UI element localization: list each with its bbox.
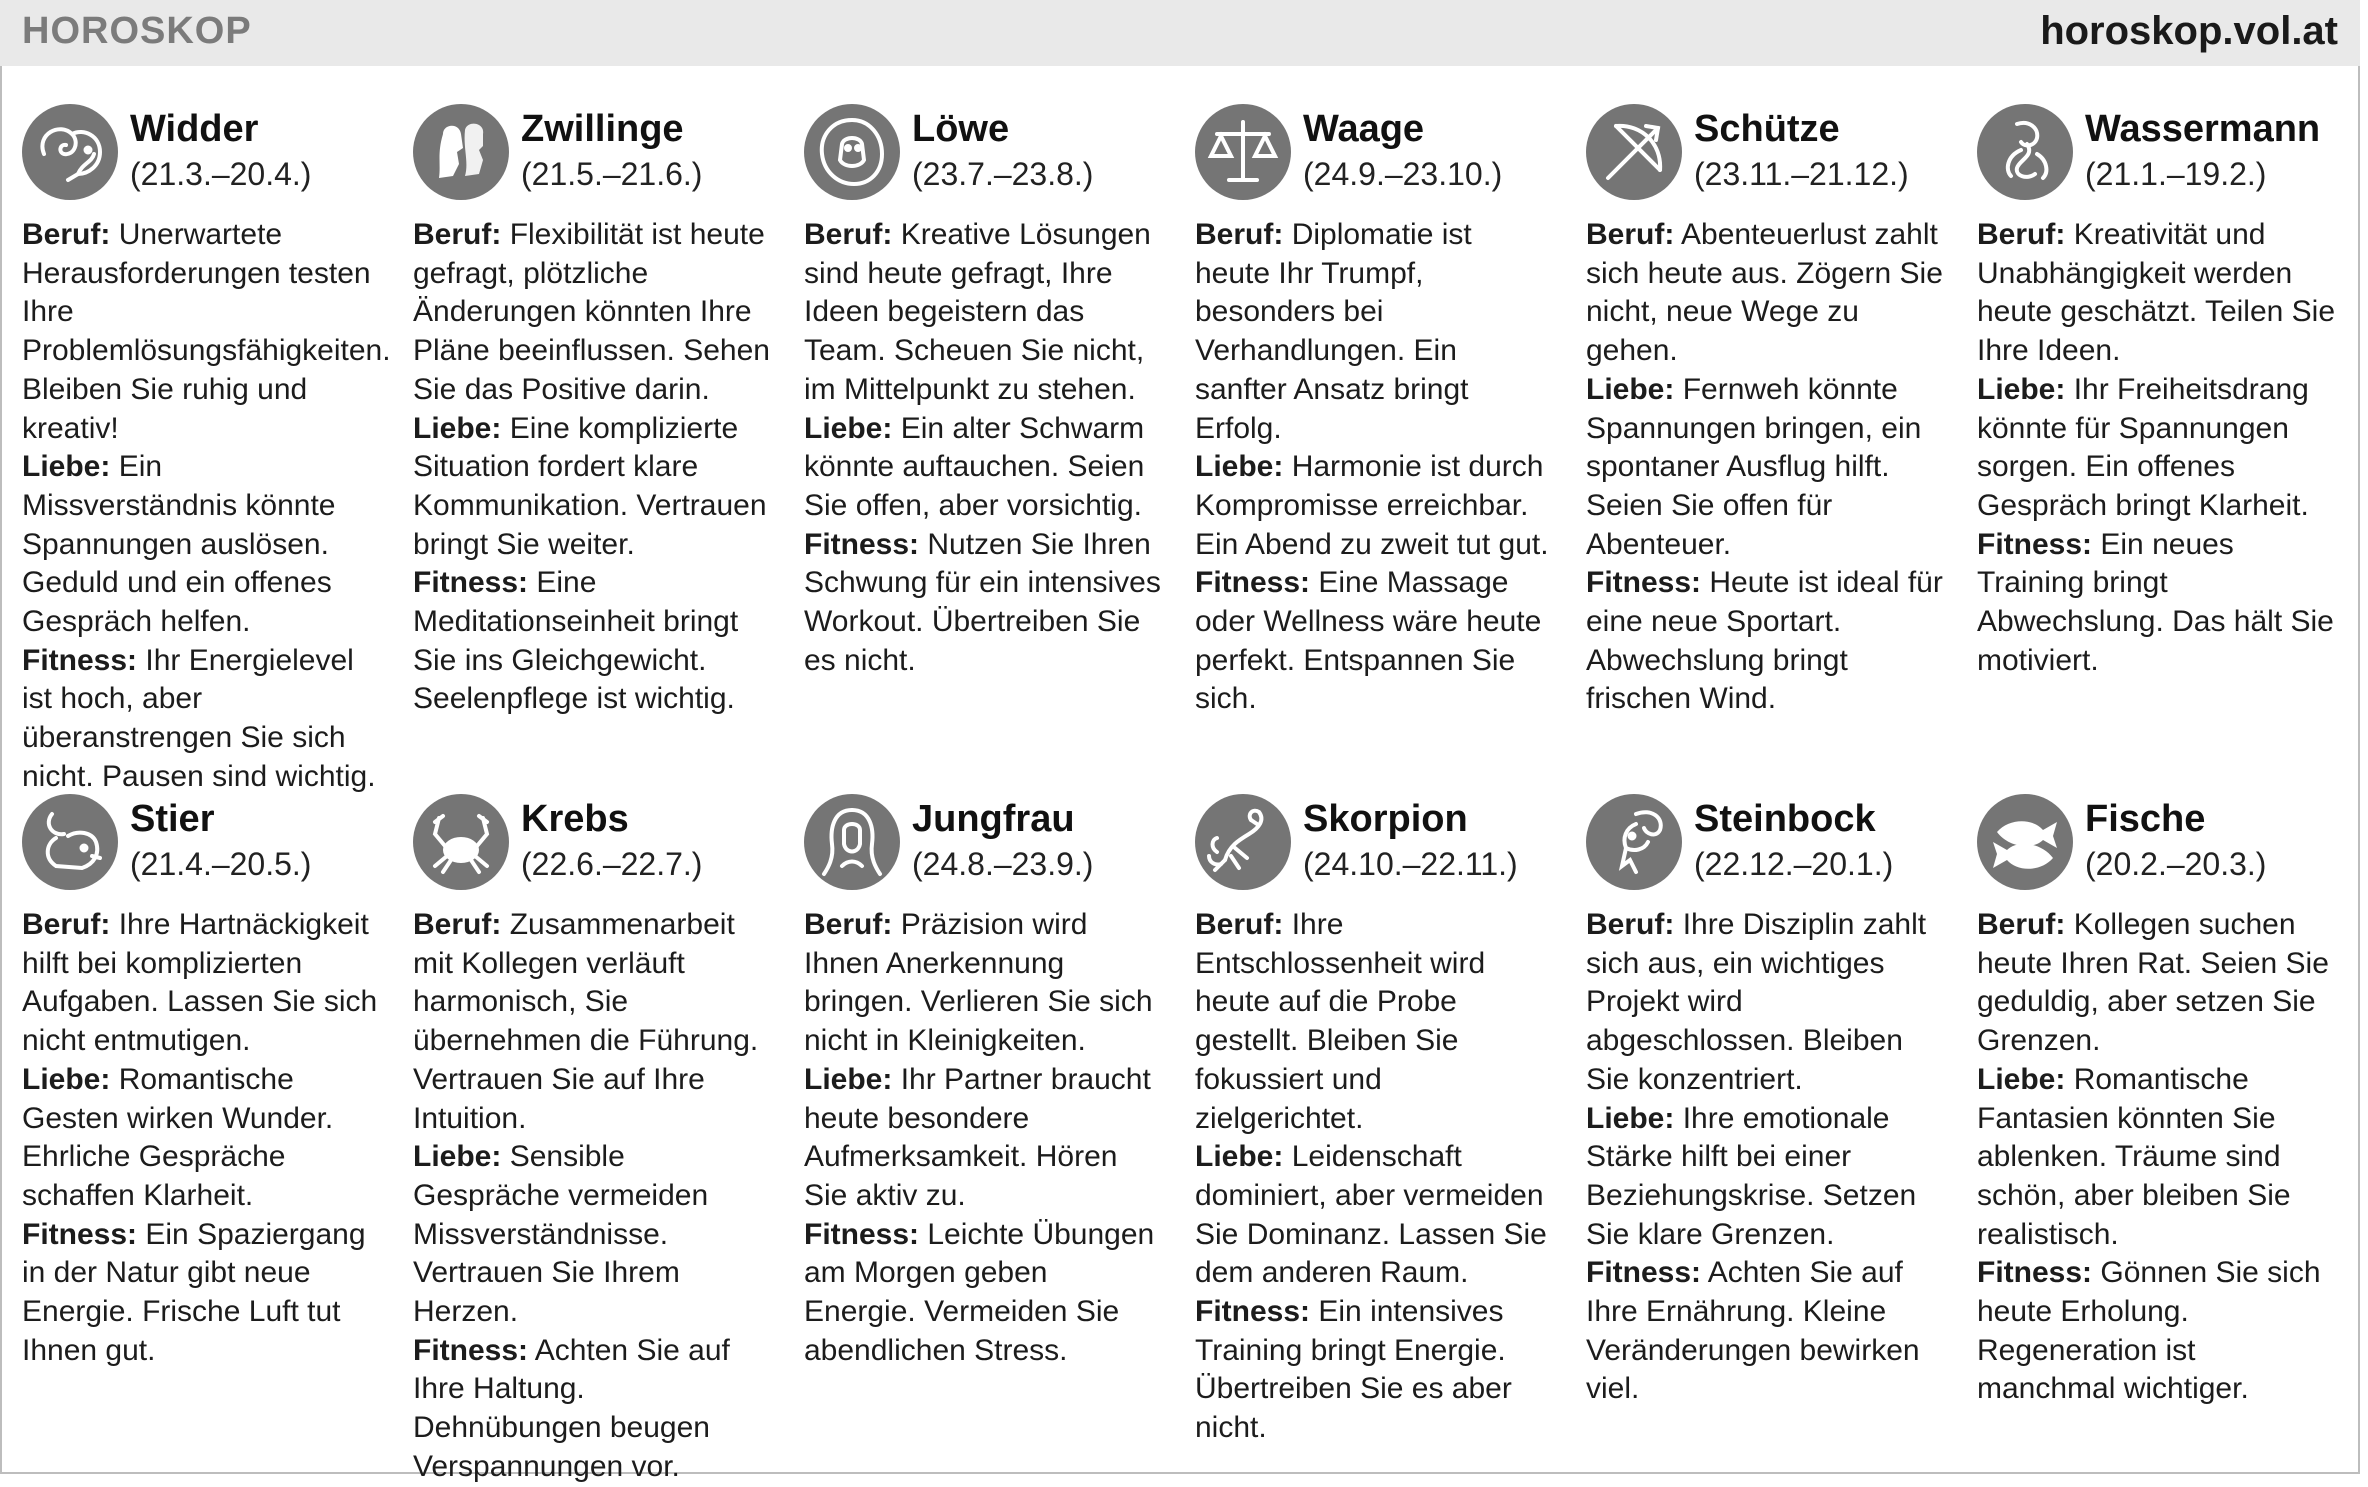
twins-icon — [413, 104, 509, 200]
fitness-label: Fitness: — [413, 1333, 529, 1367]
liebe-text: Ihre emotionale Stärke hilft bei einer Beziehungskrise. Setzen Sie klare Grenzen. — [1586, 1101, 1917, 1251]
fitness-label: Fitness: — [1977, 1256, 2093, 1290]
sign-dates: (22.12.–20.1.) — [1694, 846, 1894, 882]
sign-header — [804, 104, 1195, 204]
beruf-label: Beruf: — [1195, 218, 1284, 251]
liebe-text: Fernweh könnte Spannungen bringen, ein spontaner Ausflug hilft. Seien Sie offen für Abenteuer. — [1586, 372, 1922, 561]
fitness-text: Achten Sie auf Ihre Haltung. Dehnübungen beugen Verspannungen vor. — [413, 1333, 730, 1483]
fitness-text: Ein intensives Training bringt Energie. Übertreiben Sie es aber nicht. — [1195, 1295, 1512, 1445]
liebe-paragraph — [22, 448, 382, 642]
beruf-text: Flexibilität ist heute gefragt, plötzliche Änderungen könnten Ihre Pläne beeinflussen. Sehen Sie das Positive darin. — [413, 218, 770, 406]
fitness-label: Fitness: — [804, 527, 920, 561]
beruf-label: Beruf: — [413, 908, 502, 941]
liebe-label: Liebe: — [1586, 372, 1675, 406]
fitness-label: Fitness: — [1195, 1295, 1311, 1329]
sign-dates: (21.4.–20.5.) — [130, 846, 312, 882]
liebe-paragraph — [1977, 371, 2337, 526]
beruf-paragraph — [1977, 906, 2337, 1061]
liebe-paragraph — [804, 1061, 1164, 1216]
beruf-text: Unerwartete Herausforderungen testen Ihre Problemlösungsfähigkeiten. Bleiben Sie ruhig und kreativ! — [22, 218, 391, 445]
sign-header — [413, 794, 804, 894]
fitness-paragraph — [1195, 564, 1555, 719]
bull-icon — [22, 794, 118, 890]
fitness-paragraph — [413, 1332, 773, 1487]
sign-dates: (23.11.–21.12.) — [1694, 156, 1909, 192]
beruf-paragraph — [413, 906, 773, 1138]
beruf-label: Beruf: — [413, 218, 502, 251]
sign-widder — [22, 104, 413, 794]
sign-dates: (21.5.–21.6.) — [521, 156, 703, 192]
sign-header — [1586, 794, 1977, 894]
fitness-label: Fitness: — [1977, 527, 2093, 561]
liebe-text: Leidenschaft dominiert, aber vermeiden Sie Dominanz. Lassen Sie dem anderen Raum. — [1195, 1140, 1547, 1290]
fitness-text: Eine Massage oder Wellness wäre heute perfekt. Entspannen Sie sich. — [1195, 566, 1542, 716]
beruf-text: Ihre Disziplin zahlt sich aus, ein wichtiges Projekt wird abgeschlossen. Bleiben Sie konzentriert. — [1586, 908, 1927, 1096]
liebe-paragraph — [1586, 1100, 1946, 1255]
liebe-label: Liebe: — [1977, 372, 2066, 406]
beruf-label: Beruf: — [1977, 908, 2066, 941]
sign-header — [804, 794, 1195, 894]
sign-name: Waage — [1303, 108, 1425, 150]
fitness-label: Fitness: — [804, 1217, 920, 1251]
liebe-label: Liebe: — [1977, 1062, 2066, 1096]
liebe-label: Liebe: — [413, 411, 502, 445]
site-url: horoskop.vol.at — [2040, 9, 2338, 53]
sign-wassermann — [1977, 104, 2368, 794]
fitness-paragraph — [1977, 1254, 2337, 1409]
liebe-paragraph — [1977, 1061, 2337, 1255]
scales-icon — [1195, 104, 1291, 200]
sign-name: Krebs — [521, 798, 629, 840]
sign-name: Löwe — [912, 108, 1010, 150]
sign-name: Jungfrau — [912, 798, 1075, 840]
beruf-text: Abenteuerlust zahlt sich heute aus. Zögern Sie nicht, neue Wege zu gehen. — [1586, 218, 1943, 368]
sign-schuetze — [1586, 104, 1977, 794]
sign-name: Fische — [2085, 798, 2206, 840]
fitness-paragraph — [413, 564, 773, 719]
sign-header — [1586, 104, 1977, 204]
sign-text — [413, 216, 773, 719]
beruf-paragraph — [413, 216, 773, 410]
fitness-paragraph — [1977, 526, 2337, 681]
beruf-paragraph — [804, 906, 1164, 1061]
fitness-text: Achten Sie auf Ihre Ernährung. Kleine Veränderungen bewirken viel. — [1586, 1256, 1920, 1406]
sign-text — [22, 216, 391, 797]
sign-name: Wassermann — [2085, 108, 2321, 150]
fitness-label: Fitness: — [22, 643, 138, 677]
beruf-text: Kollegen suchen heute Ihren Rat. Seien Sie geduldig, aber setzen Sie Grenzen. — [1977, 908, 2329, 1058]
liebe-paragraph — [1195, 1138, 1555, 1293]
beruf-paragraph — [22, 906, 382, 1061]
beruf-paragraph — [804, 216, 1164, 410]
liebe-label: Liebe: — [804, 411, 893, 445]
fitness-paragraph — [1195, 1293, 1555, 1448]
fitness-text: Eine Meditationseinheit bringt Sie ins Gleichgewicht. Seelenpflege ist wichtig. — [413, 566, 739, 716]
goat-icon — [1586, 794, 1682, 890]
sign-header — [22, 104, 413, 204]
sign-name: Skorpion — [1303, 798, 1468, 840]
liebe-label: Liebe: — [413, 1140, 502, 1174]
sign-dates: (21.1.–19.2.) — [2085, 156, 2267, 192]
beruf-paragraph — [1195, 216, 1555, 448]
sign-steinbock — [1586, 794, 1977, 1464]
sign-name: Zwillinge — [521, 108, 684, 150]
liebe-text: Ihr Partner braucht heute besondere Aufmerksamkeit. Hören Sie aktiv zu. — [804, 1062, 1151, 1212]
sign-header — [1195, 104, 1586, 204]
ram-icon — [22, 104, 118, 200]
sign-fische — [1977, 794, 2368, 1464]
beruf-text: Kreativität und Unabhängigkeit werden heute geschätzt. Teilen Sie Ihre Ideen. — [1977, 218, 2336, 368]
sign-stier — [22, 794, 413, 1464]
lion-icon — [804, 104, 900, 200]
beruf-paragraph — [1586, 906, 1946, 1100]
beruf-label: Beruf: — [1195, 908, 1284, 941]
sign-header — [1977, 794, 2368, 894]
sign-dates: (20.2.–20.3.) — [2085, 846, 2267, 882]
sign-name: Steinbock — [1694, 798, 1876, 840]
liebe-text: Sensible Gespräche vermeiden Missverständnisse. Vertrauen Sie Ihrem Herzen. — [413, 1140, 709, 1329]
beruf-label: Beruf: — [22, 908, 111, 941]
sign-text — [1977, 906, 2337, 1409]
beruf-text: Ihre Entschlossenheit wird heute auf die Probe gestellt. Bleiben Sie fokussiert und zielgerichtet. — [1195, 908, 1486, 1135]
sign-header — [22, 794, 413, 894]
beruf-text: Ihre Hartnäckigkeit hilft bei komplizierten Aufgaben. Lassen Sie sich nicht entmutigen. — [22, 908, 378, 1058]
frame-bottom-border — [0, 1472, 2360, 1474]
beruf-text: Diplomatie ist heute Ihr Trumpf, besonders bei Verhandlungen. Ein sanfter Ansatz bringt Erfolg. — [1195, 218, 1472, 445]
liebe-text: Ein Missverständnis könnte Spannungen auslösen. Geduld und ein offenes Gespräch helfen. — [22, 450, 336, 639]
sign-text — [1586, 906, 1946, 1409]
beruf-paragraph — [22, 216, 391, 448]
sign-text — [1195, 906, 1555, 1448]
beruf-text: Präzision wird Ihnen Anerkennung bringen. Verlieren Sie sich nicht in Kleinigkeiten. — [804, 908, 1153, 1058]
page-header — [0, 0, 2360, 66]
fitness-paragraph — [22, 642, 382, 797]
sign-dates: (24.10.–22.11.) — [1303, 846, 1518, 882]
sign-waage — [1195, 104, 1586, 794]
sign-name: Schütze — [1694, 108, 1840, 150]
liebe-label: Liebe: — [804, 1062, 893, 1096]
sign-text — [22, 906, 382, 1370]
sign-name: Stier — [130, 798, 215, 840]
liebe-paragraph — [1586, 371, 1946, 565]
sign-krebs — [413, 794, 804, 1483]
sign-jungfrau — [804, 794, 1195, 1464]
sign-dates: (23.7.–23.8.) — [912, 156, 1094, 192]
beruf-paragraph — [1586, 216, 1946, 371]
fitness-paragraph — [1586, 564, 1946, 719]
fitness-text: Ein neues Training bringt Abwechslung. Das hält Sie motiviert. — [1977, 527, 2334, 677]
fitness-paragraph — [22, 1216, 382, 1371]
fitness-paragraph — [804, 526, 1164, 681]
sign-text — [1977, 216, 2337, 680]
frame-left-border — [0, 66, 2, 1474]
beruf-text: Zusammenarbeit mit Kollegen verläuft harmonisch, Sie übernehmen die Führung. Vertrauen Sie auf Ihre Intuition. — [413, 908, 759, 1135]
fitness-label: Fitness: — [413, 566, 529, 600]
liebe-label: Liebe: — [1195, 1140, 1284, 1174]
liebe-paragraph — [804, 410, 1164, 526]
fitness-label: Fitness: — [1195, 566, 1311, 600]
fitness-paragraph — [804, 1216, 1164, 1371]
beruf-label: Beruf: — [1586, 218, 1675, 251]
fitness-text: Ein Spaziergang in der Natur gibt neue Energie. Frische Luft tut Ihnen gut. — [22, 1217, 366, 1367]
liebe-label: Liebe: — [22, 450, 111, 484]
sign-text — [804, 216, 1164, 680]
sign-text — [1195, 216, 1555, 719]
sign-zwillinge — [413, 104, 804, 794]
liebe-paragraph — [413, 410, 773, 565]
fitness-text: Gönnen Sie sich heute Erholung. Regeneration ist manchmal wichtiger. — [1977, 1256, 2321, 1406]
archer-icon — [1586, 104, 1682, 200]
scorpion-icon — [1195, 794, 1291, 890]
sign-header — [1977, 104, 2368, 204]
fitness-text: Nutzen Sie Ihren Schwung für ein intensives Workout. Übertreiben Sie es nicht. — [804, 527, 1161, 677]
sign-header — [1195, 794, 1586, 894]
water-bearer-icon — [1977, 104, 2073, 200]
sign-loewe — [804, 104, 1195, 794]
liebe-text: Ein alter Schwarm könnte auftauchen. Seien Sie offen, aber vorsichtig. — [804, 411, 1145, 522]
beruf-text: Kreative Lösungen sind heute gefragt, Ihre Ideen begeistern das Team. Scheuen Sie nicht, im Mittelpunkt zu stehen. — [804, 218, 1151, 406]
fitness-paragraph — [1586, 1254, 1946, 1409]
fish-icon — [1977, 794, 2073, 890]
beruf-label: Beruf: — [22, 218, 111, 251]
beruf-label: Beruf: — [1977, 218, 2066, 251]
page-title: HOROSKOP — [22, 10, 252, 52]
beruf-label: Beruf: — [804, 218, 893, 251]
liebe-text: Eine komplizierte Situation fordert klare Kommunikation. Vertrauen bringt Sie weiter. — [413, 411, 767, 561]
crab-icon — [413, 794, 509, 890]
liebe-text: Romantische Fantasien könnten Sie ablenken. Träume sind schön, aber bleiben Sie realistisch. — [1977, 1062, 2291, 1251]
fitness-label: Fitness: — [22, 1217, 138, 1251]
liebe-text: Harmonie ist durch Kompromisse erreichbar. Ein Abend zu zweit tut gut. — [1195, 450, 1549, 561]
sign-dates: (21.3.–20.4.) — [130, 156, 312, 192]
beruf-paragraph — [1977, 216, 2337, 371]
sign-skorpion — [1195, 794, 1586, 1464]
liebe-label: Liebe: — [1586, 1101, 1675, 1135]
liebe-label: Liebe: — [1195, 450, 1284, 484]
sign-text — [804, 906, 1164, 1370]
fitness-text: Leichte Übungen am Morgen geben Energie. Vermeiden Sie abendlichen Stress. — [804, 1217, 1155, 1367]
liebe-text: Ihr Freiheitsdrang könnte für Spannungen sorgen. Ein offenes Gespräch bringt Klarheit. — [1977, 372, 2309, 522]
beruf-label: Beruf: — [1586, 908, 1675, 941]
beruf-label: Beruf: — [804, 908, 893, 941]
liebe-paragraph — [413, 1138, 773, 1332]
sign-text — [413, 906, 773, 1487]
liebe-paragraph — [1195, 448, 1555, 564]
sign-name: Widder — [130, 108, 259, 150]
fitness-text: Heute ist ideal für eine neue Sportart. Abwechslung bringt frischen Wind. — [1586, 566, 1943, 716]
sign-text — [1586, 216, 1946, 719]
fitness-label: Fitness: — [1586, 566, 1702, 600]
horoscope-grid — [22, 104, 2352, 1483]
virgin-icon — [804, 794, 900, 890]
liebe-paragraph — [22, 1061, 382, 1216]
sign-dates: (24.9.–23.10.) — [1303, 156, 1503, 192]
sign-dates: (22.6.–22.7.) — [521, 846, 703, 882]
sign-header — [413, 104, 804, 204]
liebe-label: Liebe: — [22, 1062, 111, 1096]
fitness-text: Ihr Energielevel ist hoch, aber überanstrengen Sie sich nicht. Pausen sind wichtig. — [22, 643, 376, 793]
beruf-paragraph — [1195, 906, 1555, 1138]
sign-dates: (24.8.–23.9.) — [912, 846, 1094, 882]
fitness-label: Fitness: — [1586, 1256, 1702, 1290]
liebe-text: Romantische Gesten wirken Wunder. Ehrliche Gespräche schaffen Klarheit. — [22, 1062, 334, 1212]
